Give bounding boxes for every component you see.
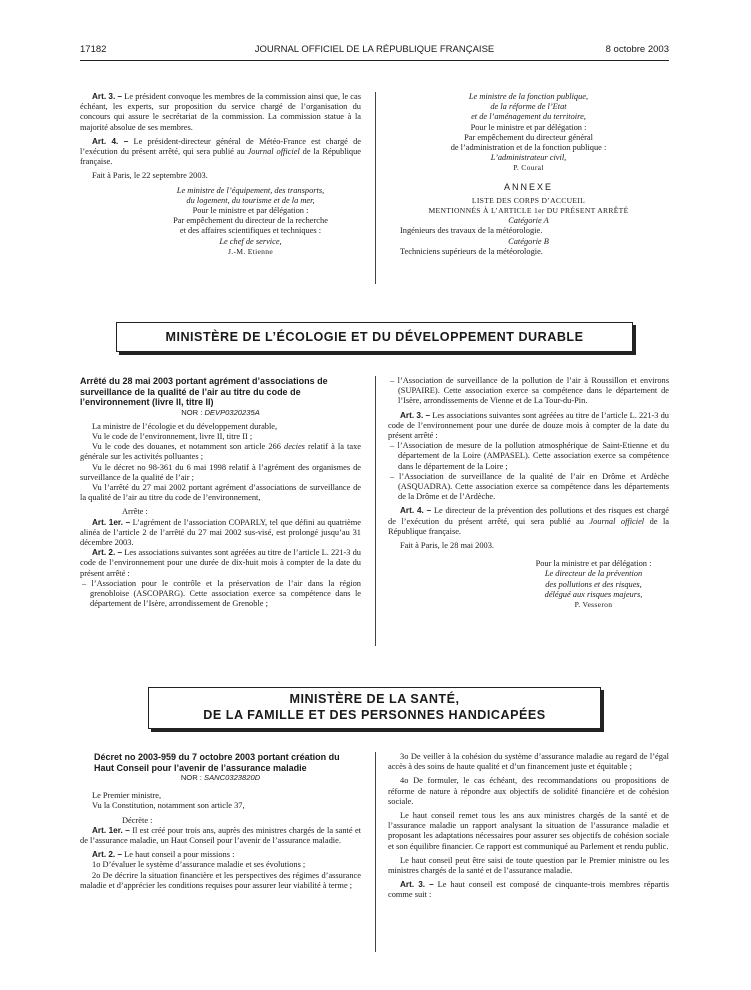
article-paragraph: Art. 2. – Le haut conseil a pour missions :: [92, 850, 235, 860]
article-label: Art. 2. –: [92, 850, 123, 860]
list-item: – l’Association de surveillance de la pollution de l’air à Roussillon et environs (SUPAIRE). Cette association exerce sa compétence dans le département de l’Isère, arrondissements de Vienne et de La Tour-du-Pin.: [388, 376, 669, 407]
nor-reference: NOR : SANC0323820D: [180, 773, 261, 782]
signature-block: Le ministre de la fonction publique, de la réforme de l’Etat et de l’aménagement du territoire, Pour le ministre et par délégation : Par empêchement du directeur général de l’administration et de la fonction publique : L’administrateur civil, P. Coural: [388, 92, 669, 174]
decret-right-column: 3o De veiller à la cohésion du système d’assurance maladie au regard de l’égal accès à des soins de haute qualité et d’un financement juste et équitable ; 4o De formuler, le cas échéant, des recommandations ou propositions de réforme de nature à répondre aux objectifs de solidité financière et de cohésion sociale. Le haut conseil remet tous les ans aux ministres chargés de la santé et de l’assurance maladie un rapport analysant la situation de l’assurance maladie et proposant les adaptations nécessaires pour assurer ses objectifs de cohésion sociale et son équilibre financier. Ce rapport est communiqué au Parlement et rendu public. Le haut conseil peut être saisi de toute question par le Premier ministre ou les ministres chargés de la santé et de l’assurance maladie. Art. 3. – Le haut conseil est composé de cinquante-trois membres répartis comme suit :: [388, 752, 669, 900]
article-paragraph: Art. 3. – Le président convoque les membres de la commission ainsi que, le cas échéant, les experts, sur proposition du service chargé de l’organisation du concours qui assure le secrétariat de la commission. La commission statue à la majorité absolue de ses membres.: [80, 92, 362, 132]
list-item: – l’Association pour le contrôle et la préservation de l’air dans la région grenobloise (ASCOPARG). Cette association exerce sa compétence dans le département de l’Isère, arrondissement de Grenoble ;: [80, 579, 361, 610]
mission-item: 2o De décrire la situation financière et les perspectives des régimes d’assurance maladie et d’apprécier les conditions requises pour assurer leur viabilité à terme ;: [80, 870, 361, 890]
signature-date: Fait à Paris, le 28 mai 2003.: [400, 541, 494, 551]
column-divider: [375, 376, 376, 646]
top-left-column: [80, 92, 361, 257]
decret-left-column: Décret no 2003-959 du 7 octobre 2003 portant création du Haut Conseil pour l’avenir de l’assurance maladie NOR : SANC0323820D Le Premier ministre, Vu la Constitution, notamment son article 37, Décrète : Art. 1er. – Il est créé pour trois ans, auprès des ministres chargés de la santé et de l’assurance maladie, un Haut Conseil pour l’avenir de l’assurance maladie. Art. 2. – Le haut conseil a pour missions : 1o D’évaluer le système d’assurance maladie et ses évolutions ; 2o De décrire la situation financière et les perspectives des régimes d’assurance maladie et d’apprécier les conditions requises pour assurer leur viabilité à terme ;: [80, 752, 361, 890]
article-label: Art. 2. –: [92, 548, 123, 558]
article-paragraph: Art. 1er. – Il est créé pour trois ans, auprès des ministres chargés de la santé et de l’assurance maladie, un Haut Conseil pour l’avenir de l’assurance maladie.: [80, 825, 361, 846]
decret-title: Décret no 2003-959 du 7 octobre 2003 portant création du Haut Conseil pour l’avenir de l’assurance maladie: [94, 752, 340, 773]
signatory-name: P. Coural: [513, 163, 544, 173]
article-paragraph: Art. 4. – Le directeur de la prévention des pollutions et des risques est chargé de l’exécution du présent arrêté, qui sera publié au Journal officiel de la République française.: [388, 506, 669, 536]
annexe-title: ANNEXE: [503, 181, 553, 192]
column-divider: [375, 752, 376, 952]
signature-block: Pour la ministre et par délégation : Le directeur de la prévention des pollutions et des risques, délégué aux risques majeurs, P. Vesseron: [518, 559, 669, 610]
category-item: Ingénieurs des travaux de la météorologie.: [400, 226, 543, 236]
signatory-name: P. Vesseron: [574, 600, 613, 610]
category-heading: Catégorie A: [508, 216, 549, 226]
article-paragraph: Art. 4. – Le président-directeur général de Météo-France est chargé de l’exécution du présent arrêté, qui sera publié au Journal officiel de la République française.: [80, 136, 362, 167]
article-label: Art. 1er. –: [92, 517, 131, 527]
signatory-name: J.-M. Etienne: [227, 246, 274, 256]
journal-title: JOURNAL OFFICIEL DE LA RÉPUBLIQUE FRANÇAISE: [254, 44, 495, 55]
mission-item: 3o De veiller à la cohésion du système d’assurance maladie au regard de l’égal accès à des soins de haute qualité et d’un financement juste et équitable ;: [388, 752, 669, 772]
arrete-title: Arrêté du 28 mai 2003 portant agrément d’associations de surveillance de la qualité de l’air au titre du code de l’environnement (livre II, titre II): [80, 376, 328, 407]
list-item: – l’Association de surveillance de la qualité de l’air en Drôme et Ardèche (ASQUADRA). Cette association exerce sa compétence dans les départements de la Drôme et de l’Ardèche.: [388, 472, 669, 503]
article-paragraph: Art. 3. – Les associations suivantes sont agréées au titre de l’article L. 221-3 du code de l’environnement pour une durée de douze mois à compter de la date du présent arrêté :: [388, 410, 669, 441]
ministry-banner-ecologie: [116, 322, 633, 352]
article-label: Art. 1er. –: [92, 825, 130, 835]
article-paragraph: Art. 1er. – L’agrément de l’association COPARLY, tel que défini au quatrième alinéa de l’article 2 de l’arrêté du 27 mai 2002 sus-visé, est prolongé jusqu’au 31 décembre 2003.: [80, 517, 361, 547]
ministry-title: MINISTÈRE DE L’ÉCOLOGIE ET DU DÉVELOPPEMENT DURABLE: [165, 330, 584, 344]
signature-block: Le ministre de l’équipement, des transports, du logement, du tourisme et de la mer, Pour le ministre et par délégation : Par empêchement du directeur de la recherche et des affaires scientifiques et techniques : Le chef de service, J.-M. Etienne: [140, 186, 361, 257]
association-list: [80, 579, 361, 610]
arrete-left-column: Arrêté du 28 mai 2003 portant agrément d’associations de surveillance de la qualité de l’air au titre du code de l’environnement (livre II, titre II) NOR : DEVP0320235A La ministre de l’écologie et du développement durable, Vu le code de l’environnement, livre II, titre II ; Vu le code des douanes, et notamment son article 266 decies relatif à la taxe générale sur les activités polluantes ; Vu le décret no 98-361 du 6 mai 1998 relatif à l’agrément des organismes de surveillance de la qualité de l’air ; Vu l’arrêté du 27 mai 2002 portant agrément d’associations de surveillance de la qualité de l’air au titre du code de l’environnement, Arrête : Art. 1er. – L’agrément de l’association COPARLY, tel que défini au quatrième alinéa de l’article 2 de l’arrêté du 27 mai 2002 sus-visé, est prolongé jusqu’au 31 décembre 2003. Art. 2. – Les associations suivantes sont agréées au titre de l’article L. 221-3 du code de l’environnement pour une durée de dix-huit mois à compter de la date du présent arrêté : – l’Association pour le contrôle et la préservation de l’air dans la région grenobloise (ASCOPARG). Cette association exerce sa compétence dans le département de l’Isère, arrondissement de Grenoble ;: [80, 376, 361, 609]
signature-date: Fait à Paris, le 22 septembre 2003.: [92, 171, 208, 181]
annexe-list-heading: MENTIONNÉS À L’ARTICLE 1er DU PRÉSENT ARRÊTÉ: [428, 206, 629, 216]
arrete-word: Arrête :: [122, 507, 148, 517]
article-label: Art. 4. –: [400, 506, 432, 516]
top-right-column: [388, 92, 669, 257]
header-rule: [80, 60, 669, 61]
article-paragraph: Art. 2. – Les associations suivantes sont agréées au titre de l’article L. 221-3 du code de l’environnement pour une durée de dix-huit mois à compter de la date du présent arrêté :: [80, 548, 361, 578]
column-divider: [375, 92, 376, 284]
page-number: 17182: [80, 44, 107, 55]
article-label: Art. 3. –: [400, 410, 431, 420]
annexe-list-heading: LISTE DES CORPS D’ACCUEIL: [471, 195, 586, 205]
category-heading: Catégorie B: [508, 236, 549, 246]
article-paragraph: Art. 3. – Le haut conseil est composé de cinquante-trois membres répartis comme suit :: [388, 880, 669, 900]
article-label: Art. 4. –: [92, 136, 129, 146]
ministry-title: DE LA FAMILLE ET DES PERSONNES HANDICAPÉES: [203, 708, 546, 722]
mission-item: 4o De formuler, le cas échéant, des recommandations ou propositions de réforme de nature à répondre aux objectifs de solidité financière et de cohésion sociale.: [388, 776, 669, 806]
decrete-word: Décrète :: [122, 815, 153, 825]
ministry-title: MINISTÈRE DE LA SANTÉ,: [289, 692, 460, 706]
ministry-banner-sante: [148, 687, 601, 729]
article-label: Art. 3. –: [92, 92, 123, 101]
mission-item: 1o D’évaluer le système d’assurance maladie et ses évolutions ;: [92, 860, 306, 870]
category-item: Techniciens supérieurs de la météorologie.: [400, 246, 543, 256]
page-header: [80, 44, 669, 58]
list-item: – l’Association de mesure de la pollution atmosphérique de Saint-Etienne et du département de la Loire (AMPASEL). Cette association exerce sa compétence dans le département de la Loire ;: [388, 441, 669, 472]
article-label: Art. 3. –: [400, 880, 434, 890]
issue-date: 8 octobre 2003: [605, 44, 669, 55]
association-list: [388, 376, 669, 407]
arrete-right-column: [388, 376, 669, 610]
nor-reference: NOR : DEVP0320235A: [181, 407, 260, 417]
association-list: [388, 441, 669, 502]
